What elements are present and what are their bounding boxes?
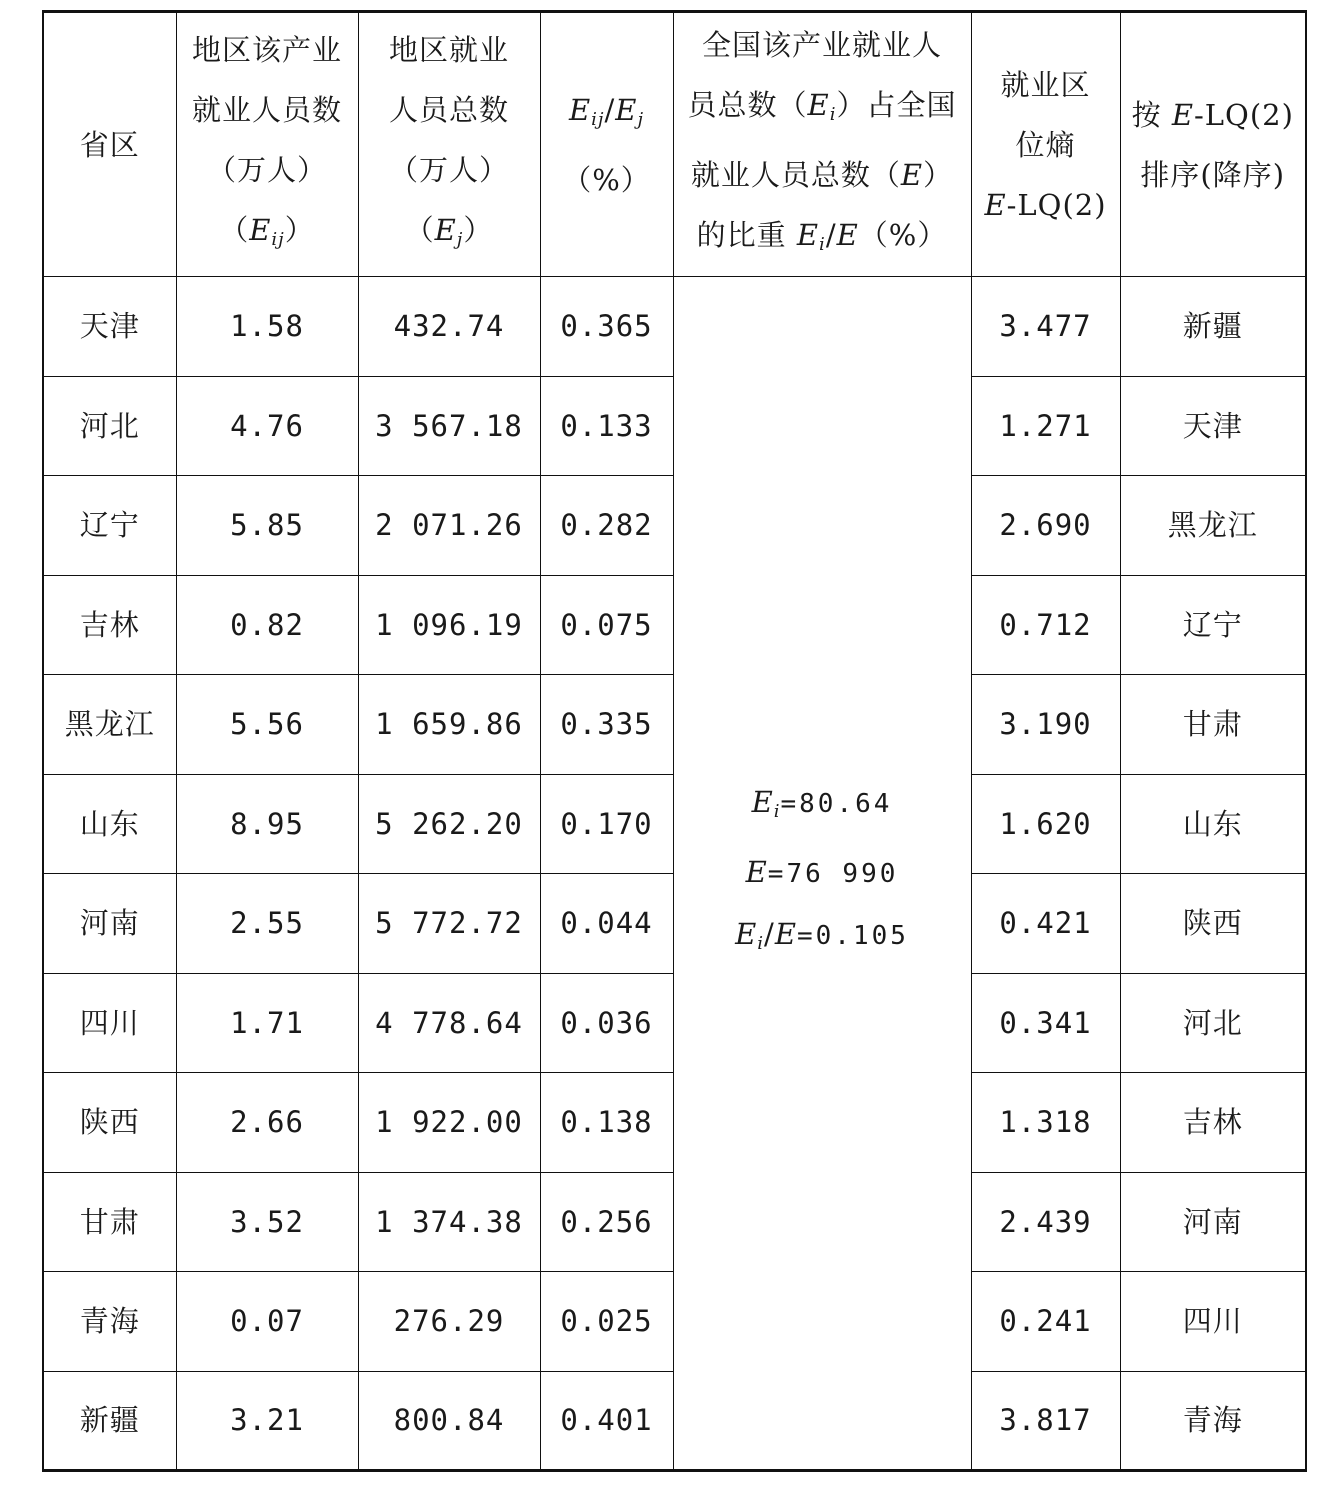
cell-elq: 0.241: [971, 1272, 1120, 1372]
header-elq-line3-rest: -LQ(2): [1006, 187, 1107, 222]
header-eij-subscript: ij: [271, 228, 285, 250]
header-elq-line2: 位熵: [1015, 127, 1076, 162]
cell-eij: 1.71: [176, 973, 358, 1073]
header-ej-symbol: E: [434, 212, 457, 247]
cell-elq: 0.341: [971, 973, 1120, 1073]
national-ratio-symbol1: E: [735, 917, 758, 951]
header-national-line4-symbol2: E: [836, 217, 859, 252]
header-ratio-percent: （%）: [562, 162, 651, 197]
cell-province: 黑龙江: [43, 675, 176, 775]
header-national-line3b: ）: [923, 157, 954, 192]
header-national-line3a: 就业人员总数（: [690, 157, 901, 192]
header-national-line4b: （%）: [858, 217, 948, 252]
cell-province: 四川: [43, 973, 176, 1073]
cell-ej: 800.84: [358, 1371, 540, 1471]
header-ratio-subscript1: ij: [591, 108, 605, 130]
header-eij-line3: （万人）: [206, 152, 327, 187]
cell-eij: 0.82: [176, 575, 358, 675]
national-ratio-line: [674, 904, 971, 974]
header-national-line2a: 员总数（: [687, 87, 808, 122]
header-elq-line1: 就业区: [1000, 67, 1091, 102]
header-region-industry-employment: 地区该产业 就业人员数 （万人） $(E_{ij})$: [176, 12, 358, 277]
cell-eij: 1.58: [176, 277, 358, 377]
header-elq-symbol: E: [984, 187, 1007, 222]
cell-eij: 2.55: [176, 874, 358, 974]
national-e-symbol: E: [745, 855, 768, 889]
cell-ratio: 0.365: [540, 277, 673, 377]
cell-rank: 河北: [1120, 973, 1306, 1073]
cell-elq: 0.421: [971, 874, 1120, 974]
header-rank: [1120, 12, 1306, 277]
header-ratio-subscript2: j: [637, 108, 645, 130]
cell-eij: 4.76: [176, 376, 358, 476]
cell-ratio: 0.044: [540, 874, 673, 974]
header-province-label: 省区: [79, 127, 140, 162]
cell-eij: 3.21: [176, 1371, 358, 1471]
cell-ej: 1 659.86: [358, 675, 540, 775]
header-national-line4-subscript: i: [819, 233, 826, 255]
cell-province: 天津: [43, 277, 176, 377]
cell-rank: 青海: [1120, 1371, 1306, 1471]
cell-rank: 山东: [1120, 774, 1306, 874]
header-eij-symbol: E: [249, 212, 272, 247]
cell-ratio: 0.075: [540, 575, 673, 675]
header-eij-line2: 就业人员数: [191, 92, 342, 127]
header-ej-line2: 人员总数: [388, 92, 509, 127]
cell-ratio: 0.036: [540, 973, 673, 1073]
header-rank-line1-rest: -LQ(2): [1193, 97, 1294, 132]
cell-province: 山东: [43, 774, 176, 874]
cell-rank: 黑龙江: [1120, 476, 1306, 576]
national-e-line: [674, 842, 971, 904]
header-rank-line1a: 按: [1131, 97, 1172, 132]
header-ratio-symbol1: E: [568, 92, 592, 127]
cell-ratio: 0.170: [540, 774, 673, 874]
national-ei-value: =80.64: [780, 789, 893, 819]
cell-ratio: 0.138: [540, 1073, 673, 1173]
cell-ratio: 0.282: [540, 476, 673, 576]
header-rank-symbol: E: [1171, 97, 1194, 132]
header-eij-line1: 地区该产业: [191, 32, 342, 67]
cell-rank: 辽宁: [1120, 575, 1306, 675]
header-national-line2-symbol: E: [807, 87, 830, 122]
header-national-line4-slash: /: [825, 217, 837, 252]
cell-elq: 1.271: [971, 376, 1120, 476]
cell-rank: 天津: [1120, 376, 1306, 476]
cell-eij: 5.56: [176, 675, 358, 775]
cell-province: 新疆: [43, 1371, 176, 1471]
cell-eij: 5.85: [176, 476, 358, 576]
header-row: [43, 12, 1306, 277]
national-e-value: =76 990: [767, 859, 899, 889]
header-province: [43, 12, 176, 277]
cell-elq: 3.477: [971, 277, 1120, 377]
cell-elq: 3.190: [971, 675, 1120, 775]
header-region-total-employment: 地区就业 人员总数 （万人） $(E_j)$: [358, 12, 540, 277]
table-row: [43, 277, 1306, 377]
cell-elq: 2.439: [971, 1172, 1120, 1272]
cell-elq: 3.817: [971, 1371, 1120, 1471]
cell-ej: 1 096.19: [358, 575, 540, 675]
national-ratio-value: =0.105: [796, 921, 909, 951]
header-ratio-slash: /: [604, 92, 616, 127]
cell-ej: 432.74: [358, 277, 540, 377]
cell-eij: 3.52: [176, 1172, 358, 1272]
cell-province: 河北: [43, 376, 176, 476]
header-ej-line3: （万人）: [388, 152, 509, 187]
cell-province: 陕西: [43, 1073, 176, 1173]
national-ratio-symbol2: E: [774, 917, 797, 951]
cell-province: 甘肃: [43, 1172, 176, 1272]
national-ratio-slash: /: [764, 917, 775, 951]
cell-elq: 1.318: [971, 1073, 1120, 1173]
cell-rank: 新疆: [1120, 277, 1306, 377]
cell-ratio: 0.025: [540, 1272, 673, 1372]
cell-province: 吉林: [43, 575, 176, 675]
cell-eij: 8.95: [176, 774, 358, 874]
national-ei-symbol: E: [751, 785, 774, 819]
cell-ratio: 0.401: [540, 1371, 673, 1471]
cell-elq: 2.690: [971, 476, 1120, 576]
header-national-line2b: ）占全国: [836, 87, 957, 122]
header-ej-subscript: j: [456, 228, 464, 250]
header-national-line2-subscript: i: [829, 103, 837, 125]
cell-ej: 1 922.00: [358, 1073, 540, 1173]
cell-rank: 吉林: [1120, 1073, 1306, 1173]
cell-elq: 0.712: [971, 575, 1120, 675]
cell-ej: 2 071.26: [358, 476, 540, 576]
header-national-line4a: 的比重: [696, 217, 797, 252]
header-national-line3-symbol: E: [900, 157, 924, 192]
header-national-share: [673, 12, 971, 277]
header-national-line1: 全国该产业就业人: [701, 27, 942, 62]
cell-rank: 河南: [1120, 1172, 1306, 1272]
cell-ratio: 0.133: [540, 376, 673, 476]
header-ratio-symbol2: E: [615, 92, 638, 127]
cell-province: 河南: [43, 874, 176, 974]
cell-rank: 陕西: [1120, 874, 1306, 974]
national-ratio-subscript: i: [757, 933, 765, 954]
cell-ej: 276.29: [358, 1272, 540, 1372]
header-ej-line1: 地区就业: [388, 32, 509, 67]
national-ei-subscript: i: [773, 801, 781, 822]
national-ei-line: [674, 772, 971, 842]
cell-ej: 5 262.20: [358, 774, 540, 874]
cell-rank: 甘肃: [1120, 675, 1306, 775]
national-summary-cell: [673, 277, 971, 1471]
cell-eij: 0.07: [176, 1272, 358, 1372]
cell-rank: 四川: [1120, 1272, 1306, 1372]
cell-ej: 5 772.72: [358, 874, 540, 974]
cell-ej: 4 778.64: [358, 973, 540, 1073]
cell-eij: 2.66: [176, 1073, 358, 1173]
header-national-line4-symbol1: E: [796, 217, 820, 252]
cell-ratio: 0.335: [540, 675, 673, 775]
header-elq: [971, 12, 1120, 277]
cell-province: 青海: [43, 1272, 176, 1372]
cell-elq: 1.620: [971, 774, 1120, 874]
cell-ej: 3 567.18: [358, 376, 540, 476]
header-rank-line2: 排序(降序): [1140, 157, 1286, 192]
cell-province: 辽宁: [43, 476, 176, 576]
cell-ratio: 0.256: [540, 1172, 673, 1272]
data-table: [42, 10, 1307, 1472]
cell-ej: 1 374.38: [358, 1172, 540, 1272]
header-ratio: [540, 12, 673, 277]
